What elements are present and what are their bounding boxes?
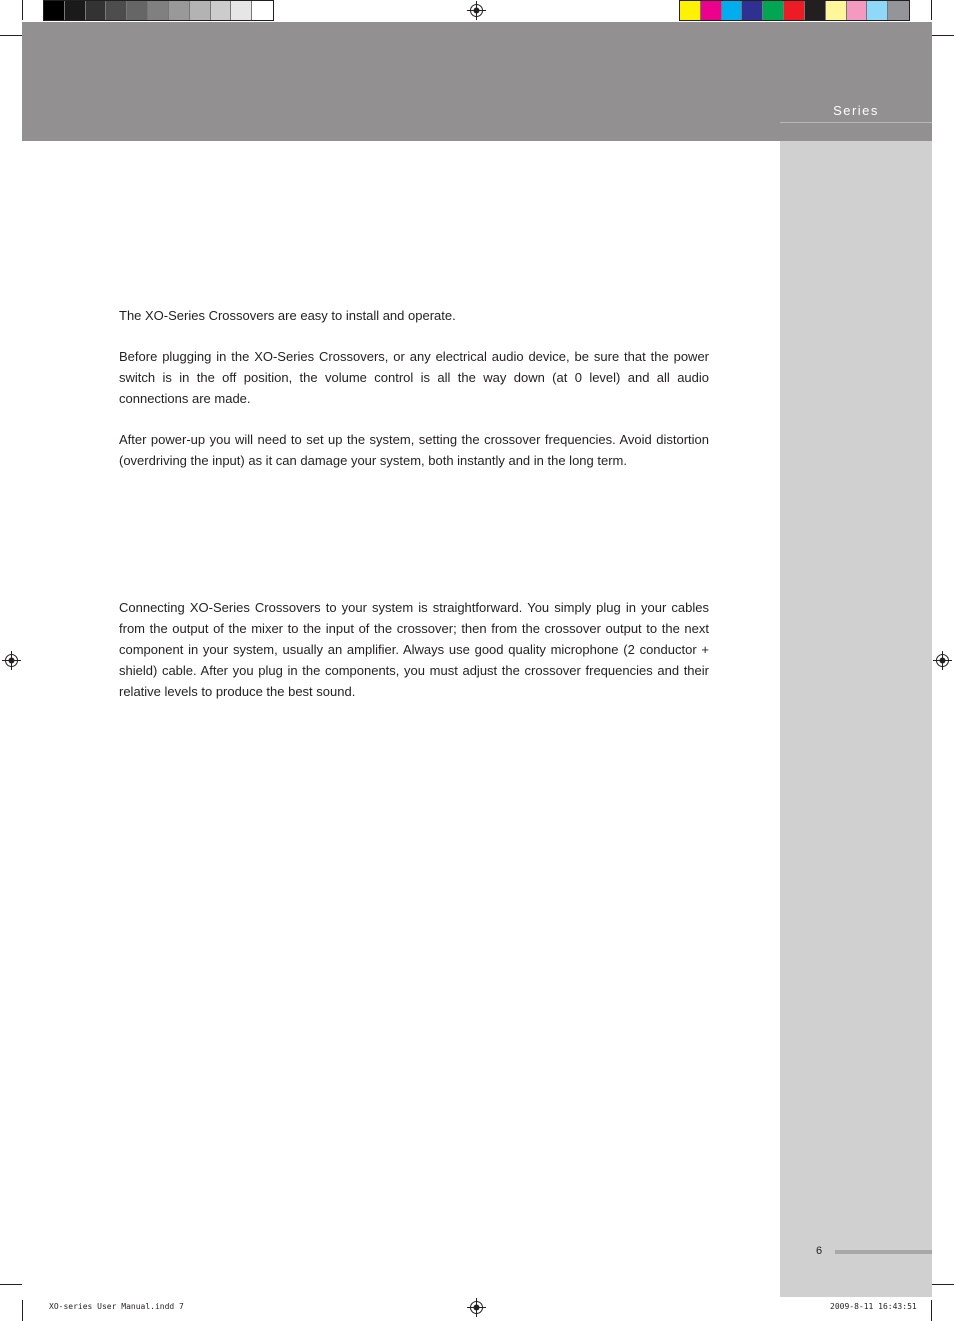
calibration-swatch [742, 1, 763, 20]
calibration-swatch [680, 1, 701, 20]
series-rule [780, 122, 932, 123]
page-number-rule [835, 1250, 932, 1254]
calibration-swatch [252, 1, 273, 20]
calibration-swatch [722, 1, 743, 20]
calibration-swatch [826, 1, 847, 20]
calibration-swatch [65, 1, 86, 20]
calibration-swatch [106, 1, 127, 20]
calibration-swatch [231, 1, 252, 20]
header-band [22, 22, 932, 141]
calibration-swatch [805, 1, 826, 20]
slug-file-name: XO-series User Manual.indd 7 [49, 1302, 184, 1311]
registration-mark-icon [2, 651, 21, 670]
calibration-swatch [127, 1, 148, 20]
calibration-swatch [148, 1, 169, 20]
connection-paragraph: Connecting XO-Series Crossovers to your system is straightforward. You simply plug in your cables from the output of the mixer to the input of the crossover; then from the crossover output to the next component in your system, usually an amplifier. Always use good quality microphone (2 conductor + shield) cable. After you plug in the components, you must adjust the crossover frequencies and their relative levels to produce the best sound. [119, 600, 709, 699]
calibration-swatch [888, 1, 909, 20]
calibration-swatch [763, 1, 784, 20]
calibration-swatch [784, 1, 805, 20]
calibration-swatch [701, 1, 722, 20]
slug-date: 2009-8-11 16:43:51 [830, 1302, 917, 1311]
crop-mark [932, 35, 954, 36]
series-label: Series [833, 103, 879, 118]
crop-mark [931, 0, 932, 20]
setup-paragraph: After power-up you will need to set up the system, setting the crossover frequencies. Avoid distortion (overdriving the input) as it can damage your system, both instantly and in the long term. [119, 432, 709, 468]
crop-mark [0, 35, 22, 36]
intro-paragraph: The XO-Series Crossovers are easy to install and operate. [119, 308, 456, 323]
power-safety-paragraph: Before plugging in the XO-Series Crossovers, or any electrical audio device, be sure that the power switch is in the off position, the volume control is all the way down (at 0 level) and all audio connections are made. [119, 349, 709, 406]
calibration-swatch [211, 1, 232, 20]
registration-mark-icon [933, 651, 952, 670]
crop-mark [932, 1284, 954, 1285]
crop-mark [22, 0, 23, 20]
calibration-swatch [44, 1, 65, 20]
sidebar [780, 141, 932, 1297]
grayscale-calibration-bar [43, 0, 274, 21]
calibration-swatch [190, 1, 211, 20]
registration-mark-icon [467, 1298, 486, 1317]
page-number: 6 [816, 1245, 823, 1257]
calibration-swatch [86, 1, 107, 20]
calibration-swatch [847, 1, 868, 20]
crop-mark [22, 1300, 23, 1321]
color-calibration-bar [679, 0, 910, 21]
calibration-swatch [169, 1, 190, 20]
crop-mark [931, 1300, 932, 1321]
registration-mark-icon [467, 1, 486, 20]
crop-mark [0, 1284, 22, 1285]
calibration-swatch [867, 1, 888, 20]
